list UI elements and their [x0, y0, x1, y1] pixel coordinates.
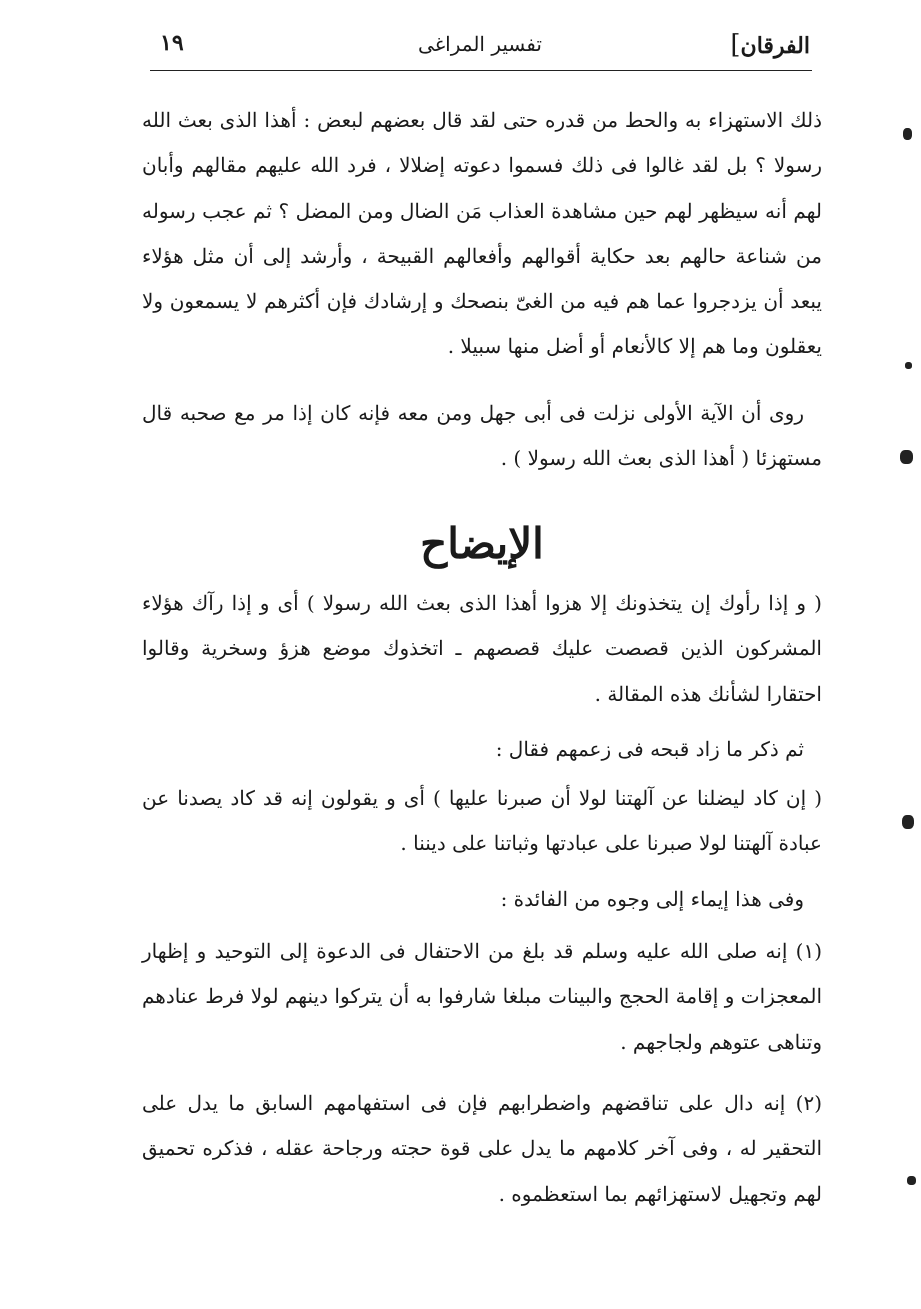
scan-speck [903, 128, 912, 140]
paragraph-intro-context: ذلك الاستهزاء به والحط من قدره حتى لقد قال بعضهم لبعض : أهذا الذى بعث الله رسولا ؟ بل لقد غالوا فى ذلك فسموا دعوته إضلالا ، فرد الله عليهم مقالهم وأبان لهم أنه سيظهر لهم حين مشاهدة العذاب مَن الضال ومن المضل ؟ ثم عجب رسوله من شناعة حالهم بعد حكاية أقوالهم وأفعالهم القبيحة ، وأرشد إلى أن مثل هؤلاء يبعد أن يزدجروا عما هم فيه من الغىّ بنصحك و إرشادك فإن أكثرهم لا يسمعون ولا يعقلون وما هم إلا كالأنعام أو أضل منها سبيلا . [142, 108, 822, 359]
paragraph-transition [142, 727, 822, 772]
header-bracket: ] [730, 30, 741, 60]
surah-title [726, 30, 810, 60]
paragraph-text: ثم ذكر ما زاد قبحه فى زعمهم فقال : [495, 737, 804, 761]
section-heading: الإيضاح [420, 519, 544, 568]
page-header [150, 28, 810, 68]
paragraph-text: روى أن الآية الأولى نزلت فى أبى جهل ومن معه فإنه كان إذا مر مع صحبه قال مستهزئا ( أهذا الذى بعث الله رسولا ) . [142, 401, 822, 471]
page-number: ١٩ [160, 30, 184, 56]
scan-speck [900, 450, 913, 464]
surah-name: الفرقان [740, 33, 810, 59]
paragraph-verse-misguide: ( إن كاد ليضلنا عن آلهتنا لولا أن صبرنا عليها ) أى و يقولون إنه قد كاد يصدنا عن عبادة آلهتنا لولا صبرنا على عبادتها وثباتنا على ديننا . [142, 786, 822, 856]
paragraph-revelation-cause [142, 391, 822, 482]
scan-speck [905, 362, 912, 369]
header-rule [150, 70, 812, 71]
paragraph-verse-mockery: ( و إذا رأوك إن يتخذونك إلا هزوا أهذا الذى بعث الله رسولا ) أى و إذا رآك هؤلاء المشركون الذين قصصت عليك قصصهم ـ اتخذوك موضع هزؤ وسخرية وقالوا احتقارا لشأنك هذه المقالة . [142, 591, 822, 706]
paragraph-benefits-intro [142, 877, 822, 922]
scan-speck [907, 1176, 916, 1185]
scan-speck [902, 815, 914, 829]
paragraph-benefit-1: (١) إنه صلى الله عليه وسلم قد بلغ من الاحتفال فى الدعوة إلى التوحيد و إظهار المعجزات و إقامة الحجج والبينات مبلغا شارفوا به أن يتركوا دينهم لولا فرط عنادهم وتناهى عتوهم ولجاجهم . [142, 939, 822, 1054]
book-title: تفسير المراغى [418, 32, 542, 56]
paragraph-benefit-2: (٢) إنه دال على تناقضهم واضطرابهم فإن فى استفهامهم السابق ما يدل على التحقير له ، وفى آخر كلامهم ما يدل على قوة حجته ورجاحة عقله ، فذكره تحميق لهم وتجهيل لاستهزائهم بما استعظموه . [142, 1091, 822, 1206]
paragraph-text: وفى هذا إيماء إلى وجوه من الفائدة : [500, 887, 804, 911]
